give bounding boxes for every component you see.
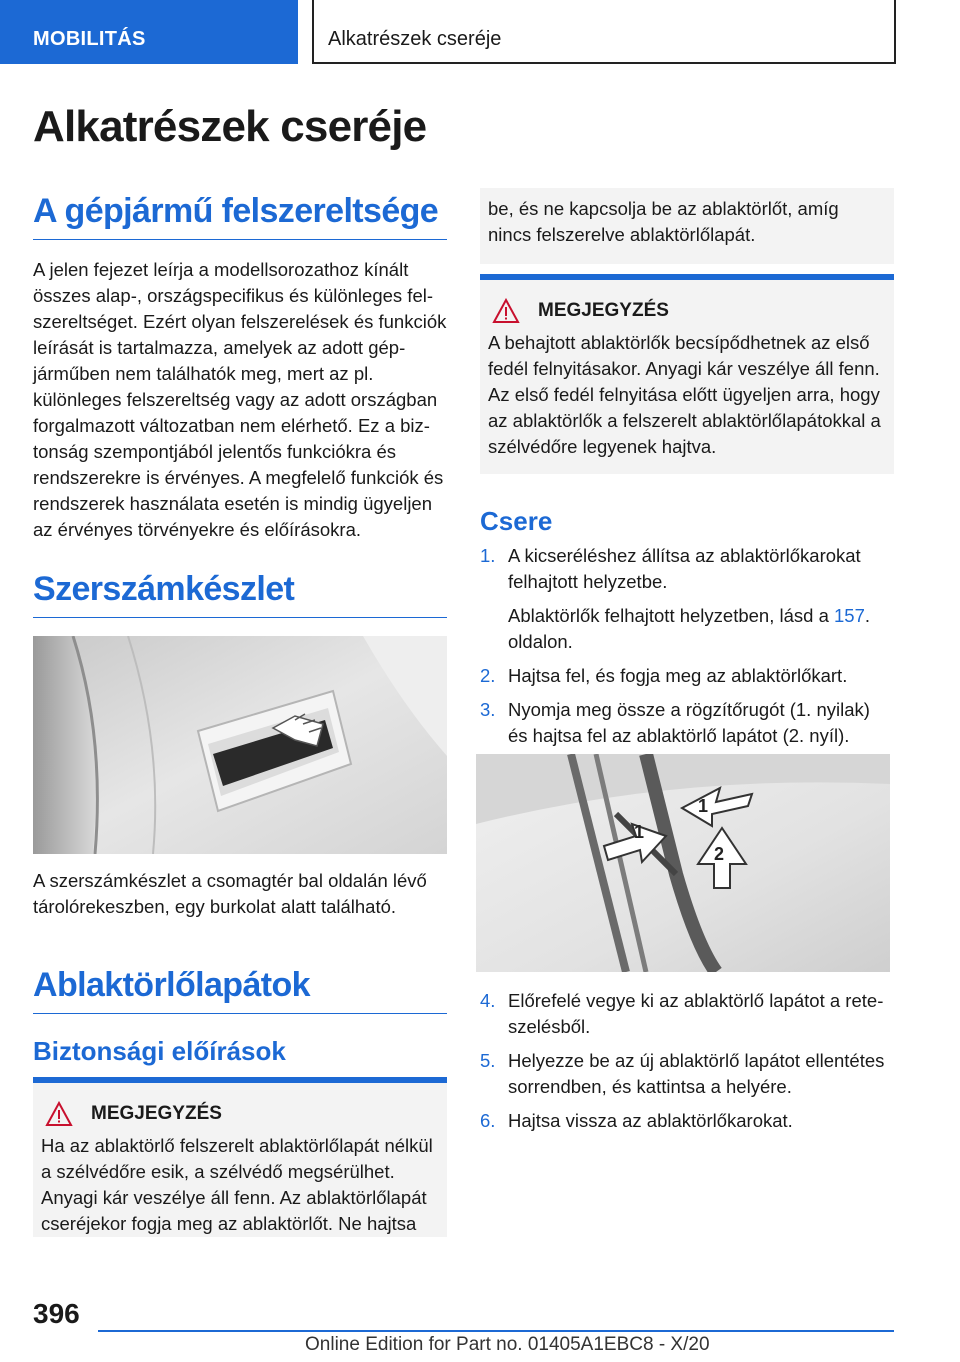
list-item — [480, 988, 894, 1040]
wiper-blade-illustration — [476, 754, 890, 972]
heading-equipment: A gépjármű felszereltsége — [33, 192, 447, 240]
step-subnote-text: . oldalon. — [508, 605, 871, 652]
heading-replace: Csere — [480, 506, 553, 536]
list-item — [480, 543, 894, 655]
footer-divider — [98, 1330, 894, 1332]
step-text: Előrefelé vegye ki az ablaktörlő lapátot a reteszelésből. — [508, 990, 884, 1037]
step-subnote-text: Ablaktörlők felhajtott helyzetben, lásd a — [508, 605, 834, 626]
list-item — [480, 1048, 894, 1100]
notice-text: A behajtott ablaktörlők becsípődhetnek az első fedél felnyitásakor. Anyagi kár veszélye áll fenn. Az első fedél felnyitása előtt ügyeljen arra, hogy az ablaktörlők a felszerelt ablaktörlőlapátokkal a szélvédőre legyenek hajtva. — [488, 332, 881, 457]
notice-text: Ha az ablaktörlő felszerelt ablaktörlőlapát nélkül a szélvédőre esik, a szélvédő megsérülhet. Anyagi kár veszélye áll fenn. Az ablaktörlőlapát cseréjekor fogja meg az ablaktörlőt. Ne hajtsa — [41, 1135, 433, 1234]
arrow-1b-label: 1 — [698, 796, 709, 816]
steps-list-b — [480, 988, 894, 1142]
step-number: 5. — [480, 1050, 496, 1071]
toolkit-compartment-illustration — [33, 636, 447, 854]
page-number: 396 — [33, 1298, 80, 1329]
step-text: Hajtsa vissza az ablaktörlőkarokat. — [508, 1110, 793, 1131]
step-number: 4. — [480, 990, 496, 1011]
list-item — [480, 663, 894, 689]
notice-header — [41, 1101, 439, 1127]
notice-title: MEGJEGYZÉS — [538, 300, 669, 321]
notice-header — [488, 298, 886, 324]
notice-title: MEGJEGYZÉS — [91, 1103, 222, 1124]
heading-wipers: Ablaktörlőlapátok — [33, 966, 447, 1014]
list-item — [480, 1108, 894, 1134]
step-text: A kicseréléshez állítsa az ablaktörlőkarokat felhajtott helyzetbe. — [508, 545, 861, 592]
paragraph-toolkit: A szerszámkészlet a csomagtér bal oldalán lévő tárolórekeszben, egy burkolat alatt található. — [33, 870, 427, 917]
steps-list-a — [480, 543, 894, 757]
notice-continuation-text: be, és ne kapcsolja be az ablaktörlőt, amíg nincs felszerelve ablaktörlőlapát. — [488, 198, 839, 245]
header-chapter: Alkatrészek cseréje — [312, 0, 896, 64]
heading-safety: Biztonsági előírások — [33, 1036, 286, 1066]
step-text: Nyomja meg össze a rögzítőrugót (1. nyilak) és hajtsa fel az ablaktörlő lapátot (2. nyíl). — [508, 699, 870, 746]
header-section-tab: MOBILITÁS — [0, 0, 298, 64]
notice-box-1 — [33, 1077, 447, 1237]
step-number: 3. — [480, 699, 496, 720]
paragraph-equipment: A jelen fejezet leírja a modellsorozathoz kínált összes alap-, országspecifikus és különleges felszereltséget. Ezért olyan felszerelések és funkciók leírását is tartalmazza, amelyek az adott gépjárműben nem találhatók meg, mert az pl. különleges felszereltség vagy az adott országban forgalmazott változatban nem elérhető. Ez a biztonság szempontjából jelentős funkciókra és rendszerekre is érvényes. A megfelelő funkciók és rendszerek használata esetén is mindig ügyeljen az érvényes törvényekre és előírásokra. — [33, 259, 447, 540]
step-number: 6. — [480, 1110, 496, 1131]
arrow-2-label: 2 — [714, 844, 725, 864]
wiper-photo — [476, 754, 890, 972]
step-number: 1. — [480, 545, 496, 566]
list-item — [480, 697, 894, 749]
warning-triangle-icon — [492, 298, 520, 324]
step-text: Hajtsa fel, és fogja meg az ablaktörlőkart. — [508, 665, 848, 686]
step-text: Helyezze be az új ablaktörlő lapátot ellentétes sorrendben, és kattintsa a helyére. — [508, 1050, 885, 1097]
arrow-1a-label: 1 — [634, 822, 645, 842]
toolkit-photo — [33, 636, 447, 854]
step-subnote — [508, 603, 894, 655]
warning-triangle-icon — [45, 1101, 73, 1127]
notice-box-2 — [480, 274, 894, 474]
heading-toolkit: Szerszámkészlet — [33, 570, 447, 618]
page-reference-link[interactable]: 157 — [834, 605, 865, 626]
notice-continuation — [480, 188, 894, 264]
page-title: Alkatrészek cseréje — [33, 102, 427, 151]
step-number: 2. — [480, 665, 496, 686]
footer-edition: Online Edition for Part no. 01405A1EBC8 - X/20 — [305, 1334, 710, 1355]
